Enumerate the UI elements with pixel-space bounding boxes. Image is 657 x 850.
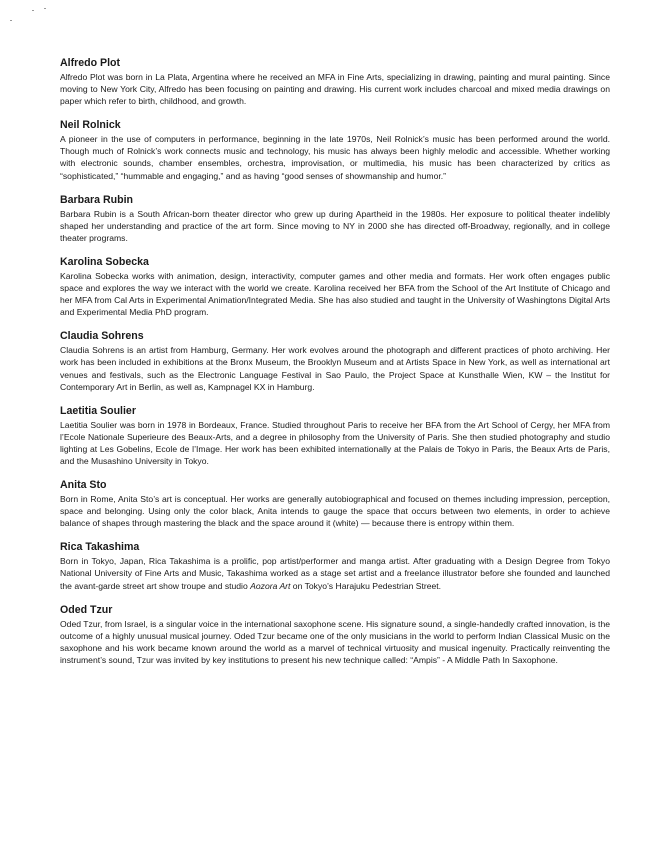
bio-name: Oded Tzur — [60, 603, 113, 616]
bio-name: Rica Takashima — [60, 541, 140, 554]
bio-name: Laetitia Soulier — [60, 404, 136, 417]
bio-name: Alfredo Plot — [60, 57, 121, 69]
scan-speck-2 — [32, 10, 34, 11]
bio-text: Karolina Sobecka works with animation, design, interactivity, computer games and other media and formats. Her work often engages public space and explores the way we interact with the world we create. Karolina received her BFA from the School of the Art Institute of Chicago and her MFA from Cal Arts in Experimental Animation/Integrated Media. She has also studied and taught in the University of Washingtons Digital Arts and Experimental Media PhD program. — [60, 270, 610, 318]
bio-text-part: on Tokyo’s Harajuku Pedestrian Street. — [290, 580, 442, 591]
scan-speck-3 — [44, 8, 46, 9]
bio-entry — [60, 330, 610, 392]
bio-entry — [60, 405, 610, 467]
bio-text: Barbara Rubin is a South African-born theater director who grew up during Apartheid in the 1980s. Her exposure to political theater indelibly shaped her understanding and practice of the art form. Since moving to NY in 2000 she has directed off-Broadway, regionally, and in college theater programs. — [60, 208, 610, 243]
bio-entry — [60, 57, 610, 107]
bio-text-part: Born in Tokyo, Japan, Rica Takashima is a prolific, pop artist/performer and manga artist. After graduating with a Design Degree from Tokyo National University of Fine Arts and Music, Takashima worked as a stage set artist and a freelance illustrator before she founded and launched the avant-garde street art show troupe and studio — [60, 556, 610, 591]
bio-text: Born in Rome, Anita Sto’s art is conceptual. Her works are generally autobiographical and focused on themes including impression, perception, space and belonging. Using only the color black, Anita intends to gauge the space that occurs between two elements, in order to achieve balance of shapes through mastering the black and the space around it (white) — because there is entropy within them. — [60, 494, 610, 529]
bio-entry — [60, 256, 610, 318]
biography-document — [60, 57, 610, 678]
bio-text: Laetitia Soulier was born in 1978 in Bordeaux, France. Studied throughout Paris to receive her BFA from the Art School of Cergy, her MFA from l’Ecole Nationale Superieure des Beaux-Arts, and a degree in philosophy from the University of Paris. She then studied photography and studio lighting at Les Gobelins, Ecole de l’Image. Her work has been exhibited internationally at the Palais de Tokyo in Paris, the Beaux Arts de Paris, and the Musashino University in Tokyo. — [60, 419, 610, 466]
bio-text: Oded Tzur, from Israel, is a singular voice in the international saxophone scene. His signature sound, a single-handedly crafted innovation, is the outcome of a highly unusual musical journey. Oded Tzur became one of the only musicians in the world to perform Indian Classical Music on the saxophone and his work became known around the world as a marvel of technical virtuosity and musical ingenuity. Practically reinventing the instrument’s sound, Tzur was invited by key institutions to present his new technique called: “Ampis” - A Middle Path In Saxophone. — [60, 618, 610, 665]
studio-name: Aozora Art — [250, 580, 291, 591]
bio-name: Karolina Sobecka — [60, 255, 149, 268]
bio-text — [60, 555, 610, 591]
bio-name: Anita Sto — [60, 479, 107, 492]
bio-text: Claudia Sohrens is an artist from Hamburg, Germany. Her work evolves around the photograph and different practices of photo archiving. Her work has been included in exhibitions at the Bronx Museum, the Brooklyn Museum and at Artists Space in New York, as well as international art venues and festivals, such as the Electronic Language Festival in Sao Paulo, the Project Space at Kunsthalle Wien, KW – the Institut for Contemporary Art in Berlin, as well as, Kampnagel KX in Hamburg. — [60, 345, 610, 392]
bio-entry — [60, 479, 610, 529]
bio-entry — [60, 541, 610, 591]
bio-entry — [60, 119, 610, 181]
bio-name: Claudia Sohrens — [60, 330, 144, 343]
bio-name: Barbara Rubin — [60, 193, 133, 206]
bio-entry — [60, 604, 610, 666]
bio-text: A pioneer in the use of computers in performance, beginning in the late 1970s, Neil Rolnick’s music has been performed around the world. Though much of Rolnick’s work connects music and technology, his music has always been highly melodic and accessible. Whether working with electronic sounds, chamber ensembles, orchestra, improvisation, or multimedia, his music has been characterized by critics as “sophisticated,” “hummable and engaging,” and as having “good senses of showmanship and humor.” — [60, 134, 610, 181]
bio-text: Alfredo Plot was born in La Plata, Argentina where he received an MFA in Fine Arts, specializing in drawing, painting and mural painting. Since moving to New York City, Alfredo has been focusing on painting and drawing. His current work includes charcoal and mixed media drawings on paper which refer to birth, childhood, and growth. — [60, 72, 610, 107]
bio-entry — [60, 194, 610, 244]
bio-name: Neil Rolnick — [60, 119, 121, 132]
scan-speck-1 — [10, 20, 12, 21]
